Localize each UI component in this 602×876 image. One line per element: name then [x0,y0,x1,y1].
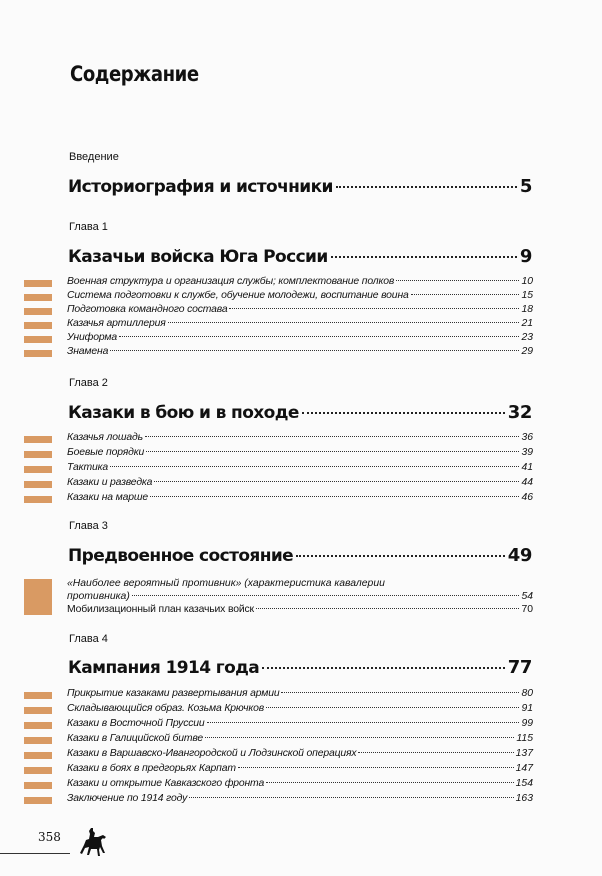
entry-page: 137 [515,748,533,759]
entry-title-line2: противника) [67,591,130,602]
toc-entry[interactable] [67,604,533,618]
dot-leader [110,466,519,467]
entry-page: 54 [521,591,533,602]
toc-entry[interactable] [67,276,533,290]
toc-entry-multiline[interactable] [67,577,533,603]
dot-leader [256,608,520,609]
entry-title: Казаки на марше [67,492,148,503]
toc-entry[interactable] [67,318,533,332]
section-marker [24,322,52,329]
entry-title: Система подготовки к службе, обучение молодежи, воспитание воина [67,290,409,301]
section-marker [24,336,52,343]
toc-entry[interactable] [67,432,533,446]
toc-entry[interactable] [67,346,533,360]
toc-entry[interactable] [67,332,533,346]
toc-entry[interactable] [67,778,533,792]
section-marker [24,707,52,714]
page-title: Содержание [70,62,199,86]
dot-leader [145,436,520,437]
toc-heading-intro[interactable] [68,176,532,197]
toc-heading-chapter-4[interactable] [68,657,532,678]
dot-leader [207,722,520,723]
entry-title: Казаки в боях в предгорьях Карпат [67,763,236,774]
dot-leader [154,481,519,482]
section-marker [24,294,52,301]
toc-entry[interactable] [67,748,533,762]
dot-leader [331,256,517,258]
entry-title: Казачья лошадь [67,432,143,443]
section-marker [24,767,52,774]
entry-page: 115 [516,733,533,744]
page-number: 358 [38,830,61,844]
chapter-label: Глава 1 [69,221,108,233]
entry-page: 21 [521,318,533,329]
toc-entry[interactable] [67,733,533,747]
entry-title: Казаки и разведка [67,477,153,488]
heading-title: Кампания 1914 года [68,658,260,678]
entry-page: 99 [521,718,533,729]
section-marker [24,436,52,443]
horse-rider-icon [79,826,109,858]
section-marker [24,280,52,287]
dot-leader [266,782,514,783]
section-marker [24,308,52,315]
entry-page: 147 [515,763,533,774]
toc-entry[interactable] [67,718,533,732]
entry-title: Военная структура и организация службы; комплектование полков [67,276,395,287]
entry-page: 18 [521,304,533,315]
heading-title: Казаки в бою и в походе [68,403,299,423]
dot-leader [296,555,505,557]
dot-leader [262,667,505,669]
entry-title: Подготовка командного состава [67,304,228,315]
heading-page: 9 [519,246,532,267]
toc-entry[interactable] [67,492,533,506]
dot-leader [396,280,519,281]
section-marker [24,722,52,729]
entry-title: Знамена [67,346,109,357]
chapter-label: Глава 2 [69,377,108,389]
entry-page: 10 [521,276,533,287]
heading-title: Историография и источники [68,177,333,197]
dot-leader [205,737,514,738]
entry-page: 15 [521,290,533,301]
entry-title: Прикрытие казаками развертывания армии [67,688,280,699]
chapter-label: Глава 4 [69,633,108,645]
toc-entry[interactable] [67,447,533,461]
entry-title: Тактика [67,462,108,473]
entry-title: Складывающийся образ. Козьма Крючков [67,703,265,714]
section-marker [24,608,52,615]
footer-rule [0,853,70,854]
entry-page: 23 [521,332,533,343]
dot-leader [411,294,520,295]
intro-label: Введение [69,151,119,163]
dot-leader [146,451,519,452]
section-marker [24,752,52,759]
entry-title: Униформа [67,332,117,343]
dot-leader [110,350,519,351]
toc-entry[interactable] [67,703,533,717]
section-marker [24,782,52,789]
entry-page: 91 [521,703,533,714]
section-marker [24,350,52,357]
entry-title: Казаки в Варшавско-Ивангородской и Лодзинской операциях [67,748,357,759]
dot-leader [119,336,519,337]
toc-entry[interactable] [67,462,533,476]
section-marker [24,797,52,804]
section-marker [24,481,52,488]
entry-title: Казаки и открытие Кавказского фронта [67,778,265,789]
dot-leader [302,412,505,414]
dot-leader [229,308,519,309]
entry-page: 80 [521,688,533,699]
entry-title: Мобилизационный план казачьих войск [67,604,254,615]
dot-leader [266,707,519,708]
dot-leader [150,496,519,497]
heading-page: 77 [507,657,532,678]
section-marker [24,466,52,473]
entry-page: 41 [521,462,533,473]
heading-page: 5 [519,176,532,197]
section-marker [24,579,52,609]
heading-title: Предвоенное состояние [68,546,294,566]
dot-leader [336,186,517,188]
entry-title: Боевые порядки [67,447,145,458]
toc-entry[interactable] [67,304,533,318]
dot-leader [358,752,513,753]
heading-title: Казачьи войска Юга России [68,247,328,267]
entry-page: 70 [521,604,533,615]
entry-title: Заключение по 1914 году [67,793,188,804]
toc-heading-chapter-3[interactable] [68,545,532,566]
toc-heading-chapter-2[interactable] [68,402,532,423]
entry-title-line1: «Наиболее вероятный противник» (характеристика кавалерии [67,578,385,589]
toc-entry[interactable] [67,477,533,491]
dot-leader [168,322,520,323]
dot-leader [132,595,520,596]
entry-page: 44 [521,477,533,488]
entry-title: Казаки в Галицийской битве [67,733,204,744]
entry-title: Казачья артиллерия [67,318,166,329]
heading-page: 32 [507,402,532,423]
section-marker [24,496,52,503]
section-marker [24,451,52,458]
toc-heading-chapter-1[interactable] [68,246,532,267]
toc-entry[interactable] [67,793,533,807]
entry-page: 36 [521,432,533,443]
entry-page: 29 [521,346,533,357]
toc-entry[interactable] [67,290,533,304]
entry-page: 163 [515,793,533,804]
entry-page: 154 [515,778,533,789]
dot-leader [281,692,519,693]
heading-page: 49 [507,545,532,566]
chapter-label: Глава 3 [69,520,108,532]
toc-entry[interactable] [67,763,533,777]
section-marker [24,737,52,744]
entry-page: 46 [521,492,533,503]
dot-leader [238,767,514,768]
dot-leader [189,797,514,798]
entry-page: 39 [521,447,533,458]
section-marker [24,692,52,699]
toc-entry[interactable] [67,688,533,702]
entry-title: Казаки в Восточной Пруссии [67,718,205,729]
